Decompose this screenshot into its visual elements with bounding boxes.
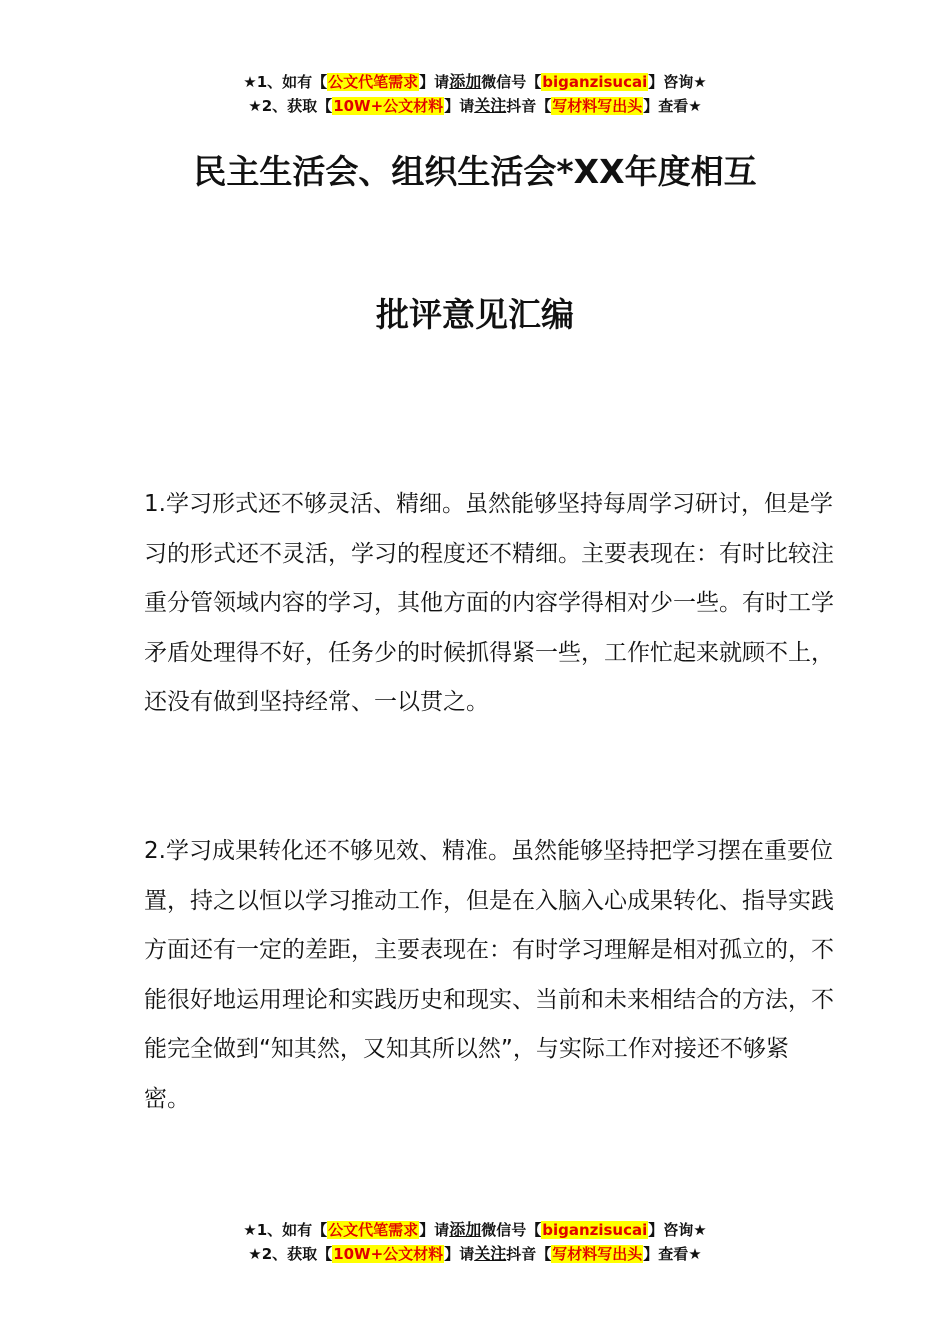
paragraph-text: 2.学习成果转化还不够见效、精准。虽然能够坚持把学习摆在重要位置，持之以恒以学习推动工作，但是在入脑入心成果转化、指导实践方面还有一定的差距，主要表现在：有时学习理解是相对孤立的，不能很好地运用理论和实践历史和现实、当前和未来相结合的方法，不能完全做到“知其然，又知其所以然”，与实际工作对接还不够紧密。 <box>144 838 834 1112</box>
banner-line-1 <box>0 1218 950 1242</box>
page-title-line-2: 批评意见汇编 <box>376 295 574 334</box>
banner-line-1 <box>0 70 950 94</box>
page-title: 民主生活会、组织生活会*XX年度相互 <box>193 152 757 191</box>
banner-text: 】请 <box>419 73 450 91</box>
banner-text: 】请 <box>444 1245 475 1263</box>
paragraph-1 <box>144 480 834 728</box>
banner-text: 抖音【 <box>506 97 552 115</box>
highlight-wechat-id: biganzisucai <box>542 73 648 91</box>
banner-text: 】请 <box>419 1221 450 1239</box>
banner-text: 】咨询★ <box>648 1221 707 1239</box>
banner-emphasis: 关注 <box>474 1244 507 1263</box>
highlight-service: 公文代笔需求 <box>328 73 419 91</box>
banner-text: 】查看★ <box>643 97 702 115</box>
paragraph-text: 1.学习形式还不够灵活、精细。虽然能够坚持每周学习研讨，但是学习的形式还不灵活，学习的程度还不精细。主要表现在：有时比较注重分管领域内容的学习，其他方面的内容学得相对少一些。有时工学矛盾处理得不好，任务少的时候抓得紧一些，工作忙起来就顾不上，还没有做到坚持经常、一以贯之。 <box>144 491 834 715</box>
banner-text: 】咨询★ <box>648 73 707 91</box>
banner-text: ★2、获取【 <box>248 97 333 115</box>
banner-text: ★1、如有【 <box>243 1221 328 1239</box>
header-banner <box>0 70 950 118</box>
banner-text: 微信号【 <box>481 73 542 91</box>
banner-text: ★2、获取【 <box>248 1245 333 1263</box>
highlight-wechat-id: biganzisucai <box>542 1221 648 1239</box>
highlight-service: 公文代笔需求 <box>328 1221 419 1239</box>
banner-text: 】查看★ <box>643 1245 702 1263</box>
highlight-account: 写材料写出头 <box>552 97 643 115</box>
highlight-materials: 10W+公文材料 <box>333 97 444 115</box>
highlight-materials: 10W+公文材料 <box>333 1245 444 1263</box>
paragraph-2 <box>144 827 834 1124</box>
banner-text: 抖音【 <box>506 1245 552 1263</box>
banner-emphasis: 关注 <box>474 96 507 115</box>
banner-emphasis: 添加 <box>449 72 482 91</box>
banner-emphasis: 添加 <box>449 1220 482 1239</box>
banner-text: ★1、如有【 <box>243 73 328 91</box>
banner-line-2 <box>0 1242 950 1266</box>
banner-line-2 <box>0 94 950 118</box>
highlight-account: 写材料写出头 <box>552 1245 643 1263</box>
footer-banner <box>0 1218 950 1266</box>
banner-text: 微信号【 <box>481 1221 542 1239</box>
banner-text: 】请 <box>444 97 475 115</box>
